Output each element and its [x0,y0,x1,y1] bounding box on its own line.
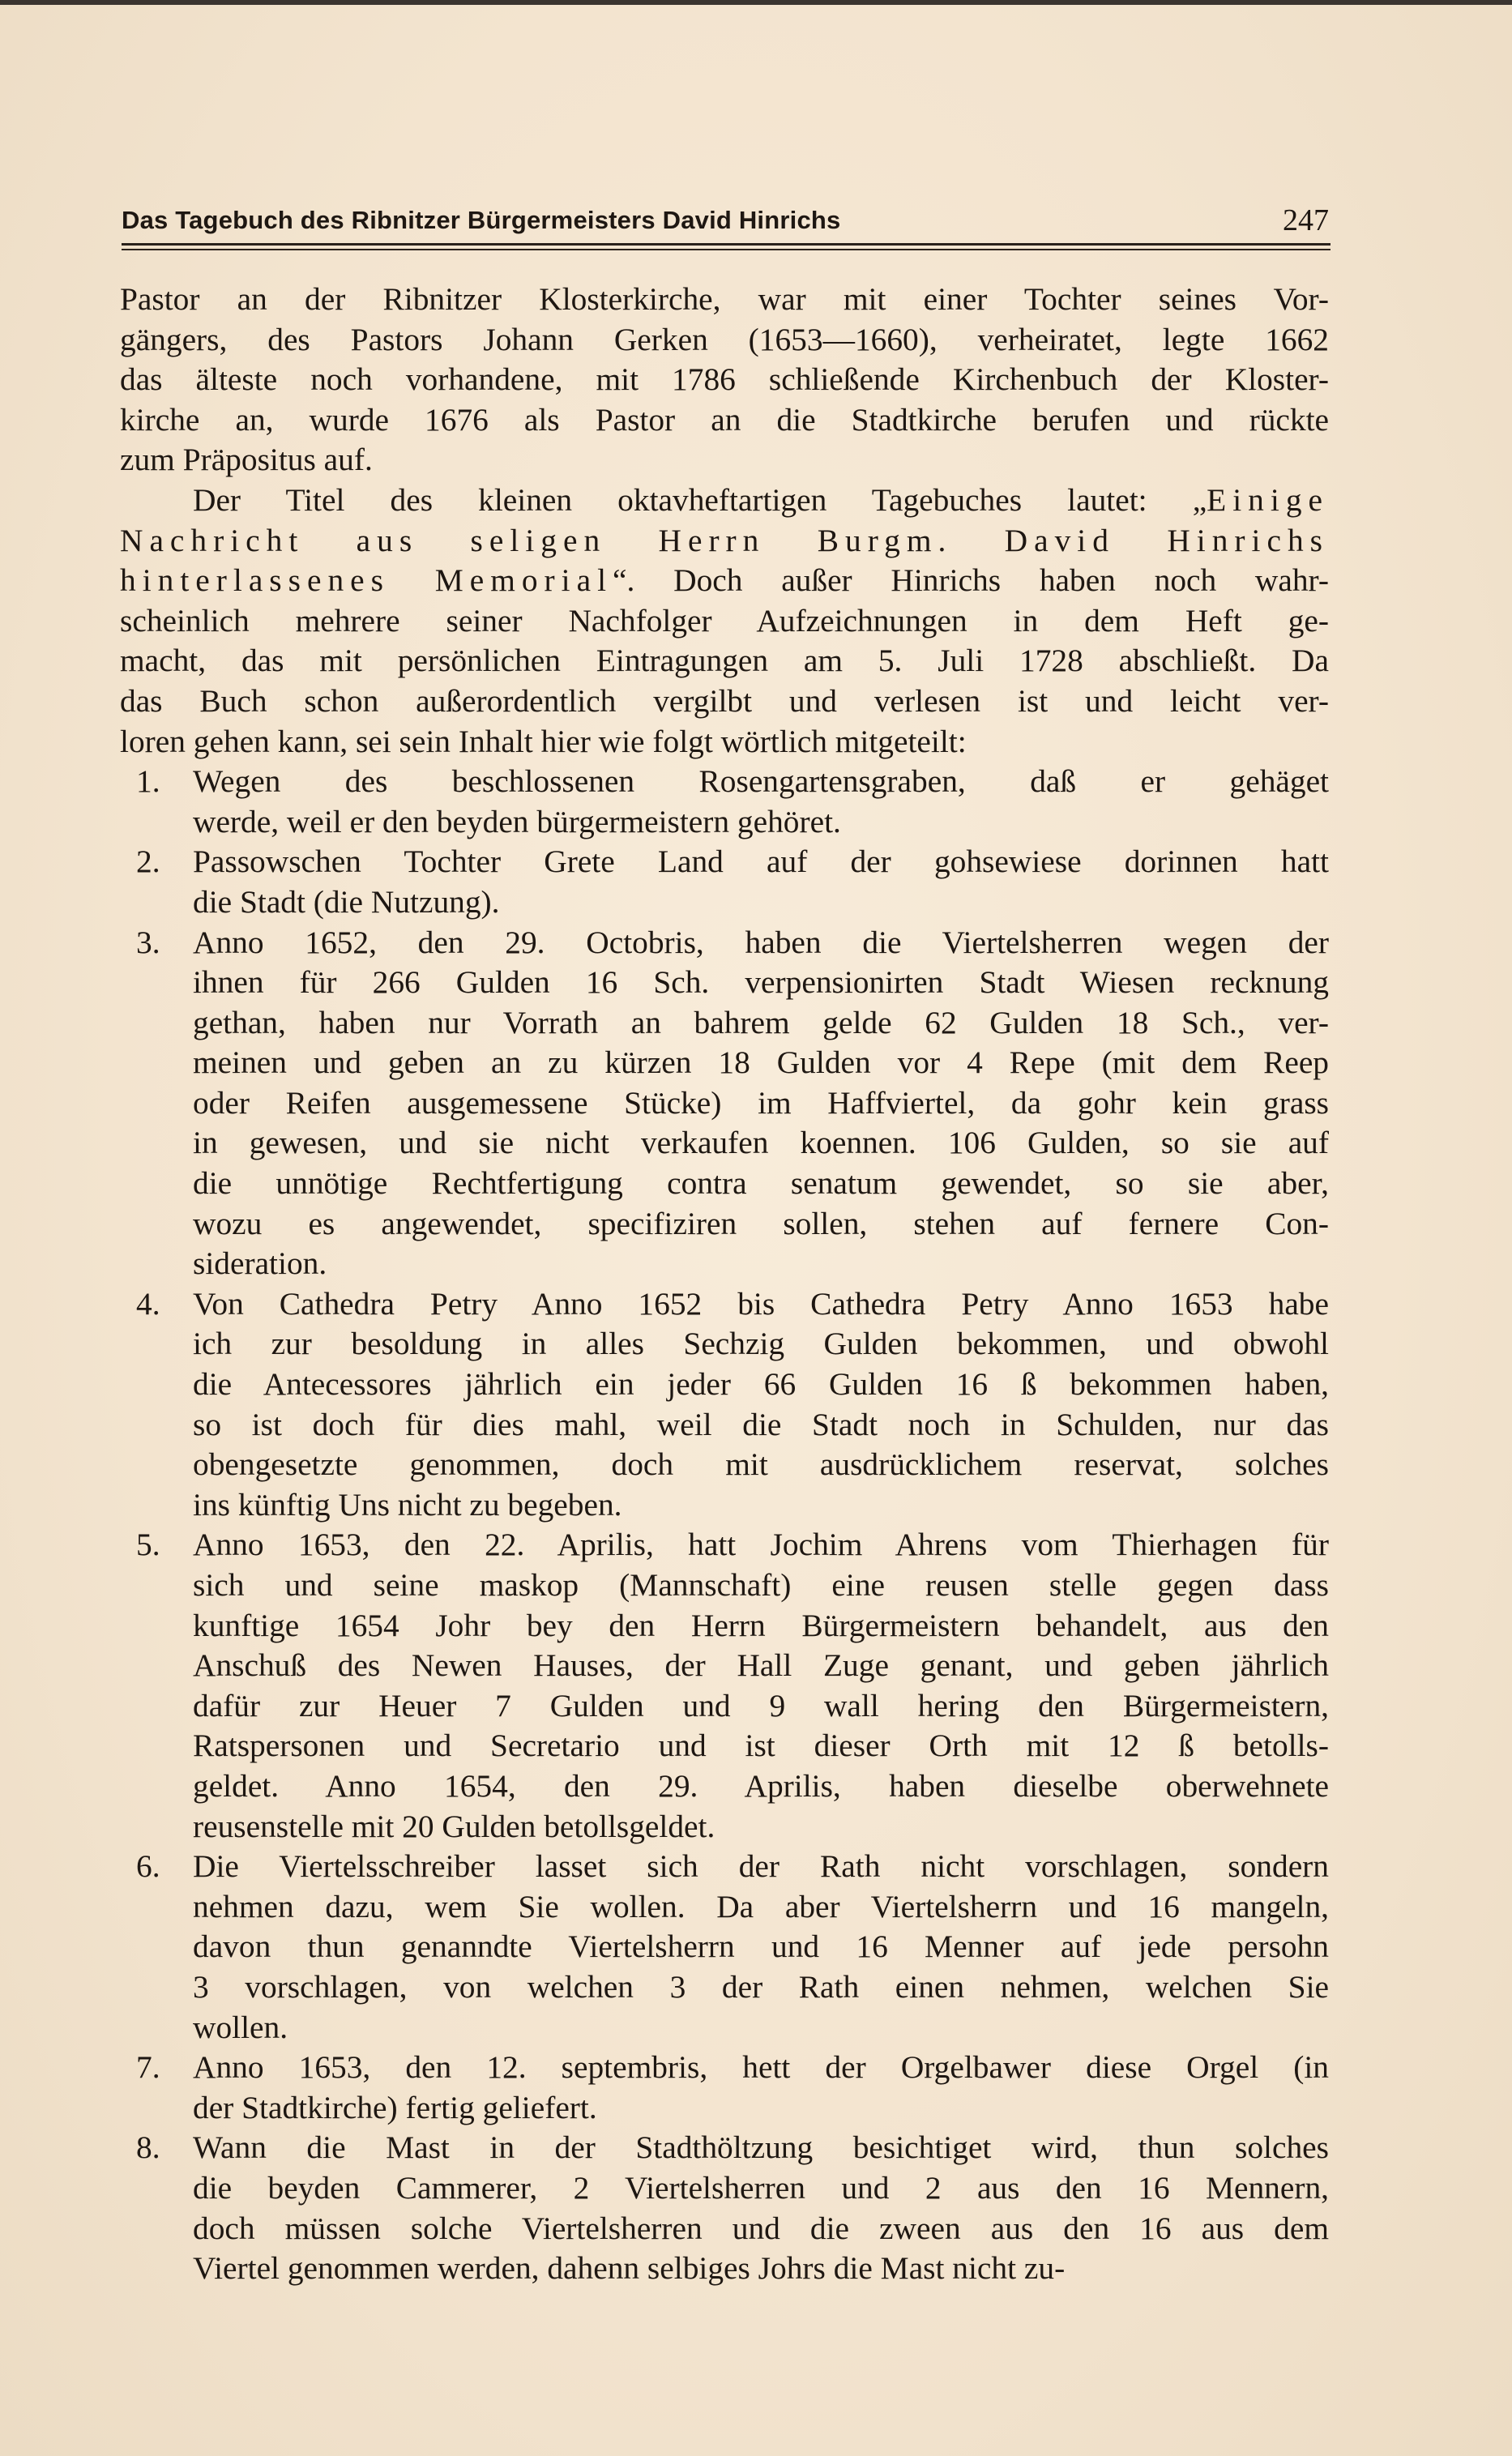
item-line: ins künftig Uns nicht zu begeben. [193,1486,622,1523]
item-line: Anno 1653, den 22. Aprilis, hatt Jochim Ahrens vom Thierhagen für [193,1527,1329,1563]
item-first-line [120,1284,1329,1325]
spaced-title-line: Nachricht aus seligen Herrn Burgm. David Hinrichs [120,522,1329,558]
list-item [120,842,1329,922]
item-first-line [120,923,1329,963]
item-first-line [120,2048,1329,2088]
item-first-line [120,842,1329,882]
item-line: Wegen des beschlossenen Rosengartensgraben, daß er gehäget [193,763,1329,800]
text-line: das Buch schon außerordentlich vergilbt und verlesen ist und leicht ver- [120,682,1329,719]
numbered-list [120,762,1329,2289]
page-number: 247 [1283,203,1329,237]
item-number: 8. [136,2129,160,2166]
item-line: der Stadtkirche) fertig geliefert. [193,2089,597,2125]
item-line: die Antecessores jährlich ein jeder 66 Gulden 16 ß bekommen haben, [193,1366,1329,1403]
item-line: wollen. [193,2009,288,2045]
item-line: Passowschen Tochter Grete Land auf der gohsewiese dorinnen hatt [193,844,1329,880]
item-number: 4. [136,1285,160,1322]
item-line: Ratspersonen und Secretario und ist dieser Orth mit 12 ß betolls- [193,1728,1329,1764]
list-item [120,762,1329,842]
item-line: geldet. Anno 1654, den 29. Aprilis, haben dieselbe oberwehnete [193,1767,1329,1804]
item-first-line [120,762,1329,802]
item-line: Von Cathedra Petry Anno 1652 bis Cathedra Petry Anno 1653 habe [193,1285,1329,1322]
item-first-line [120,1525,1329,1565]
spaced-title-text: Einige [1207,481,1329,518]
item-line: Anschuß des Newen Hauses, der Hall Zuge genant, und geben jährlich [193,1647,1329,1684]
title-intro-text: Der Titel des kleinen oktavheftartigen Tagebuches lautet: „ [193,481,1207,518]
text-line [120,481,1329,521]
item-number: 2. [136,844,160,880]
scan-top-edge [0,0,1512,5]
item-number: 3. [136,924,160,960]
list-item [120,1525,1329,1847]
text-line: macht, das mit persönlichen Eintragungen am 5. Juli 1728 abschließt. Da [120,643,1329,679]
item-line: kunftige 1654 Johr bey den Herrn Bürgermeistern behandelt, aus den [193,1607,1329,1643]
item-line: wozu es angewendet, specifiziren sollen, stehen auf fernere Con- [193,1205,1329,1241]
body-text [120,280,1329,2289]
item-line: Die Viertelsschreiber lasset sich der Rath nicht vorschlagen, sondern [193,1848,1329,1885]
item-line: Anno 1652, den 29. Octobris, haben die Viertelsherren wegen der [193,924,1329,960]
item-line: gethan, haben nur Vorrath an bahrem gelde 62 Gulden 18 Sch., ver- [193,1004,1329,1040]
header-rule-bottom [122,249,1330,250]
text-line: gängers, des Pastors Johann Gerken (1653—1660), verheiratet, legte 1662 [120,321,1329,357]
item-number: 7. [136,2049,160,2086]
item-line: Viertel genommen werden, dahenn selbiges Johrs die Mast nicht zu- [193,2250,1066,2287]
item-number: 1. [136,763,160,800]
text-line [120,561,1329,601]
item-line: werde, weil er den beyden bürgermeistern gehöret. [193,803,841,839]
list-item [120,1847,1329,2048]
item-line: in gewesen, und sie nicht verkaufen koennen. 106 Gulden, so sie auf [193,1125,1329,1161]
text-line: zum Präpositus auf. [120,442,373,478]
item-line: dafür zur Heuer 7 Gulden und 9 wall hering den Bürgermeistern, [193,1687,1329,1723]
item-line: oder Reifen ausgemessene Stücke) im Haffviertel, da gohr kein grass [193,1084,1329,1121]
item-line: davon thun genanndte Viertelsherrn und 16 Menner auf jede persohn [193,1928,1329,1965]
item-line: die Stadt (die Nutzung). [193,883,500,920]
item-number: 5. [136,1527,160,1563]
text-line: kirche an, wurde 1676 als Pastor an die Stadtkirche berufen und rückte [120,401,1329,438]
list-item [120,1284,1329,1526]
item-line: Anno 1653, den 12. septembris, hett der Orgelbawer diese Orgel (in [193,2049,1329,2086]
item-line: sich und seine maskop (Mannschaft) eine reusen stelle gegen dass [193,1567,1329,1603]
page-header [122,203,1329,240]
item-line: nehmen dazu, wem Sie wollen. Da aber Viertelsherrn und 16 mangeln, [193,1888,1329,1924]
text-line: loren gehen kann, sei sein Inhalt hier wie folgt wörtlich mitgeteilt: [120,723,967,759]
item-line: meinen und geben an zu kürzen 18 Gulden vor 4 Repe (mit dem Reep [193,1044,1329,1081]
title-paragraph [120,481,1329,762]
list-item [120,2048,1329,2128]
running-title: Das Tagebuch des Ribnitzer Bürgermeisters David Hinrichs [122,206,841,234]
item-line: ihnen für 266 Gulden 16 Sch. verpensionirten Stadt Wiesen recknung [193,964,1329,1001]
title-continuation-text: “. Doch außer Hinrichs haben noch wahr- [613,562,1330,599]
item-line: so ist doch für dies mahl, weil die Stadt noch in Schulden, nur das [193,1406,1329,1442]
header-rule-top [122,243,1330,246]
item-line: ich zur besoldung in alles Sechzig Gulden bekommen, und obwohl [193,1326,1329,1362]
item-line: reusenstelle mit 20 Gulden betollsgeldet. [193,1808,715,1844]
item-line: die beyden Cammerer, 2 Viertelsherren und 2 aus den 16 Mennern, [193,2169,1329,2206]
spaced-title-text: hinterlassenes Memorial [120,562,613,599]
item-line: 3 vorschlagen, von welchen 3 der Rath einen nehmen, welchen Sie [193,1968,1329,2005]
intro-paragraph [120,280,1329,481]
item-first-line [120,2128,1329,2168]
text-line: scheinlich mehrere seiner Nachfolger Aufzeichnungen in dem Heft ge- [120,602,1329,639]
item-line: Wann die Mast in der Stadthöltzung besichtiget wird, thun solches [193,2129,1329,2166]
text-line: Pastor an der Ribnitzer Klosterkirche, war mit einer Tochter seines Vor- [120,281,1329,317]
list-item [120,2128,1329,2288]
item-line: die unnötige Rechtfertigung contra senatum gewendet, so sie aber, [193,1165,1329,1202]
item-number: 6. [136,1848,160,1885]
item-line: doch müssen solche Viertelsherren und die zween aus den 16 aus dem [193,2210,1329,2246]
list-item [120,923,1329,1284]
item-first-line [120,1847,1329,1887]
item-line: obengesetzte genommen, doch mit ausdrücklichem reservat, solches [193,1446,1329,1483]
item-line: sideration. [193,1245,327,1282]
text-line: das älteste noch vorhandene, mit 1786 schließende Kirchenbuch der Kloster- [120,361,1329,398]
